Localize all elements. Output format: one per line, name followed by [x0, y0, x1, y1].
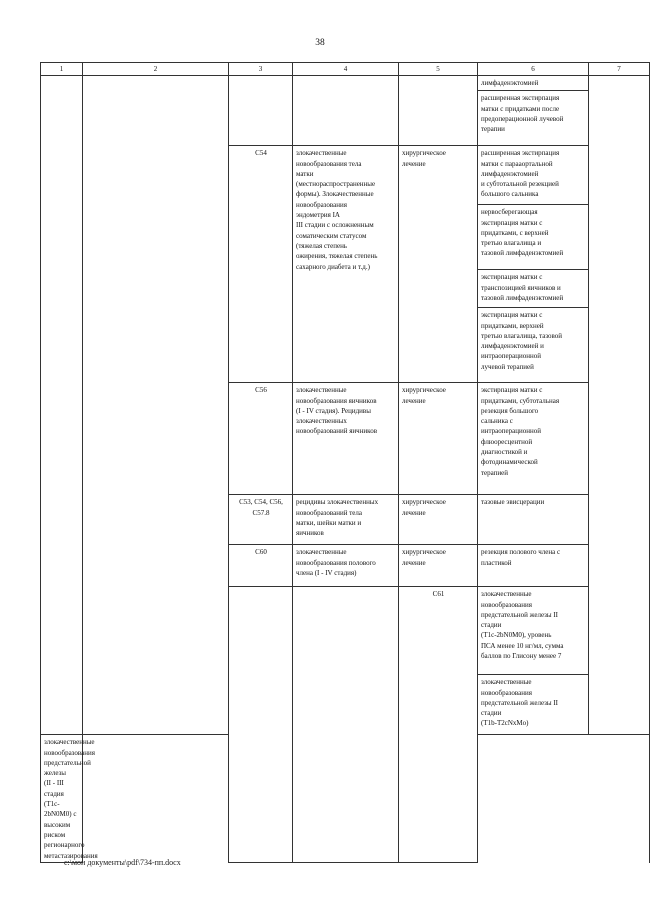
diagnosis-cell-empty — [293, 76, 399, 146]
header-cell-7: 7 — [589, 63, 650, 76]
treatment-table — [40, 62, 650, 863]
col7-group-a — [589, 76, 650, 735]
method-cell: нервосберегающая экстирпация матки с придатками, с верхней третью влагалища и тазовой лимфаденэктомией — [478, 205, 589, 270]
header-row — [41, 63, 650, 76]
diagnosis-cell: злокачественные новообразования тела матки (местнораспространенные формы). Злокачественные новообразования эндометрия IA III стадии с осложненным соматическим статусом (тяжелая степень ожирения, тяжелая степень сахарного диабета и т.д.) — [293, 146, 399, 383]
diagnosis-cell: злокачественные новообразования предстательной железы (II - III стадия (T1c- 2bN0M0) с высоким риском регионарного метастазирования — [41, 735, 83, 863]
method-cell: тазовые эвисцерации — [478, 495, 589, 545]
col2-group-a — [83, 76, 229, 735]
diagnosis-cell: рецидивы злокачественных новообразований тела матки, шейки матки и яичников — [293, 495, 399, 545]
code-cell: С53, С54, С56, С57.8 — [229, 495, 293, 545]
footer-file-path: c:\мои документы\pdf\734-пп.docx — [64, 858, 181, 867]
header-cell-4: 4 — [293, 63, 399, 76]
method-cell: расширенная экстирпация матки с придатками после предоперационной лучевой терапии — [478, 91, 589, 146]
code-cell: С61 — [399, 587, 478, 863]
header-cell-5: 5 — [399, 63, 478, 76]
diagnosis-cell: злокачественные новообразования полового члена (I - IV стадия) — [293, 545, 399, 587]
diagnosis-cell: злокачественные новообразования предстательной железы II стадии (T1c-2bN0M0), уровень ПСА менее 10 нг/мл, сумма баллов по Глисону менее 7 — [478, 587, 589, 675]
code-cell: С56 — [229, 383, 293, 495]
method-cell: экстирпация матки с придатками, субтотальная резекция большого сальника с интраоперационной флюоресцентной диагностикой и фотодинамической терапией — [478, 383, 589, 495]
method-cell: лимфаденэктомией — [478, 76, 589, 91]
method-cell: экстирпация матки с придатками, верхней третью влагалища, тазовой лимфаденэктомией и интраоперационной лучевой терапией — [478, 308, 589, 383]
col1-group-a — [41, 76, 83, 735]
code-cell: С54 — [229, 146, 293, 383]
header-cell-3: 3 — [229, 63, 293, 76]
treatment-cell-empty — [399, 76, 478, 146]
header-cell-6: 6 — [478, 63, 589, 76]
header-cell-1: 1 — [41, 63, 83, 76]
treatment-cell: хирургическое лечение — [399, 146, 478, 383]
code-cell-empty — [229, 76, 293, 146]
diagnosis-cell: злокачественные новообразования предстательной железы II стадии (T1b-T2cNxMo) — [478, 675, 589, 735]
code-cell: С60 — [229, 545, 293, 587]
method-cell: расширенная экстирпация матки с парааортальной лимфаденэктомией и субтотальной резекцией большого сальника — [478, 146, 589, 205]
treatment-cell: хирургическое лечение — [399, 383, 478, 495]
page-number: 38 — [315, 38, 325, 48]
col1-group-b — [229, 587, 293, 863]
method-cell: экстирпация матки с транспозицией яичников и тазовой лимфаденэктомией — [478, 270, 589, 308]
diagnosis-cell: злокачественные новообразования яичников (I - IV стадия). Рецидивы злокачественных новообразований яичников — [293, 383, 399, 495]
treatment-cell: хирургическое лечение — [399, 545, 478, 587]
treatment-cell: хирургическое лечение — [399, 495, 478, 545]
col2-group-b — [293, 587, 399, 863]
method-cell: резекция полового члена с пластикой — [478, 545, 589, 587]
table-row — [41, 76, 650, 91]
header-cell-2: 2 — [83, 63, 229, 76]
